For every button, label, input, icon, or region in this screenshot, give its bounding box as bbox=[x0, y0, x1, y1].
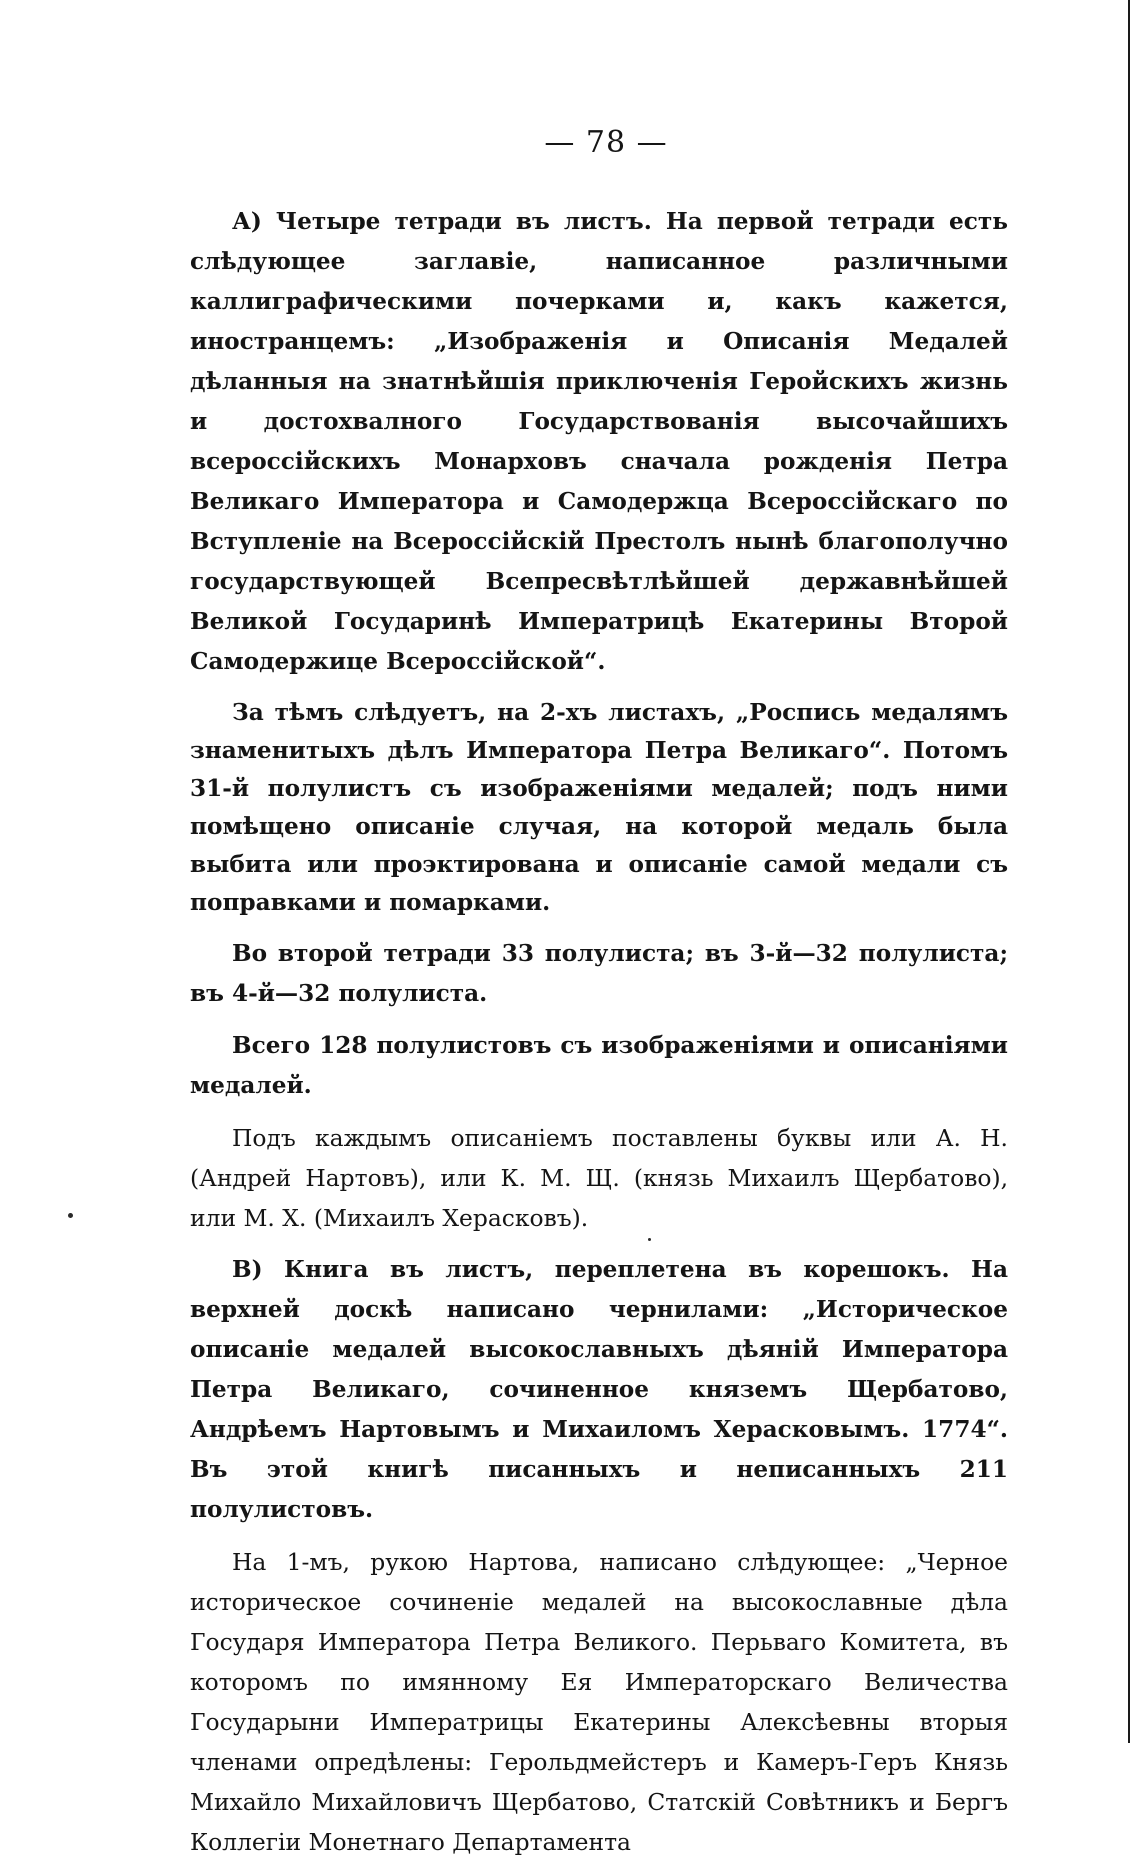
paragraph-section-a: А) Четыре тетради въ листъ. На первой тетради есть слѣдующее заглавіе, написанное различными каллиграфическими почерками и, какъ кажется, иностранцемъ: „Изображенія и Описанія Медалей дѣланныя на знатнѣйшія приключенія Геройскихъ жизнь и достохвалного Государствованія высочайшихъ всероссійскихъ Монарховъ сначала рожденія Петра Великаго Императора и Самодержца Всероссійскаго по Вступленіе на Всероссійскій Престолъ нынѣ благополучно государствующей Всепресвѣтлѣйшей державнѣйшей Великой Государинѣ Императрицѣ Екатерины Второй Самодержице Всероссійской“. bbox=[190, 208, 1008, 675]
paragraph-second-notebook: Во второй тетради 33 полулиста; въ 3-й—32 полулиста; въ 4-й—32 полулиста. bbox=[190, 940, 1008, 1007]
paragraph-total-count: Всего 128 полулистовъ съ изображеніями и описаніями медалей. bbox=[190, 1032, 1008, 1099]
page-edge-line bbox=[1128, 0, 1130, 1743]
page-number: — 78 — bbox=[544, 125, 668, 160]
paragraph-section-b: В) Книга въ листъ, переплетена въ корешокъ. На верхней доскѣ написано чернилами: „Историческое описаніе медалей высокославныхъ дѣяній Императора Петра Великаго, сочиненное княземъ Щербатово, Андрѣемъ Нартовымъ и Михаиломъ Херасковымъ. 1774“. Въ этой книгѣ писанныхъ и неписанныхъ 211 полулистовъ. bbox=[190, 1256, 1008, 1523]
paragraph-nartov-inscription: На 1-мъ, рукою Нартова, написано слѣдующее: „Черное историческое сочиненіе медалей на высокославные дѣла Государя Императора Петра Великого. Перьваго Комитета, въ которомъ по имянному Ея Императорскаго Величества Государыни Императрицы Екатерины Алексѣевны вторыя членами опредѣлены: Герольдмейстеръ и Камеръ-Геръ Князь Михайло Михайловичъ Щербатово, Статскій Совѣтникъ и Бергъ Коллегіи Монетнаго Департамента bbox=[190, 1548, 1008, 1856]
paragraph-signatures-note: Подъ каждымъ описаніемъ поставлены буквы или А. Н. (Андрей Нартовъ), или К. М. Щ. (князь Михаилъ Щербатово), или М. Х. (Михаилъ Херасковъ). bbox=[190, 1124, 1008, 1232]
page-text-block bbox=[190, 125, 1008, 1862]
scan-speck bbox=[68, 1213, 73, 1218]
paragraph-section-a-contents: За тѣмъ слѣдуетъ, на 2-хъ листахъ, „Роспись медалямъ знаменитыхъ дѣлъ Императора Петра Великаго“. Потомъ 31-й полулистъ съ изображеніями медалей; подъ ними помѣщено описаніе случая, на которой медаль была выбита или проэктирована и описаніе самой медали съ поправками и помарками. bbox=[190, 699, 1008, 916]
